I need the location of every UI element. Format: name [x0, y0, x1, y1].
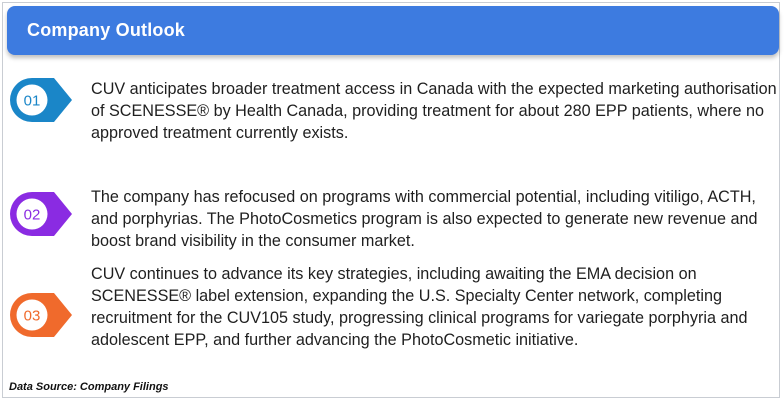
- header-bar: [7, 6, 779, 55]
- header-title: Company Outlook: [27, 20, 186, 40]
- badge-number-2: 02: [23, 206, 41, 224]
- number-badge-2: [6, 188, 78, 240]
- badge-number-3: 03: [23, 307, 41, 325]
- item-text-2: The company has refocused on programs with commercial potential, including vitiligo, ACTH, and porphyrias. The PhotoCosmetics program is also expected to generate new revenue and boost brand visibility in the consumer market.: [91, 188, 758, 250]
- data-source: Data Source: Company Filings: [9, 381, 169, 393]
- number-badge-1: [6, 74, 78, 126]
- item-text-1: CUV anticipates broader treatment access in Canada with the expected marketing authorisation of SCENESSE® by Health Canada, providing treatment for about 280 EPP patients, where no approved treatment currently exists.: [91, 80, 777, 142]
- item-text-3: CUV continues to advance its key strategies, including awaiting the EMA decision on SCENESSE® label extension, expanding the U.S. Specialty Center network, completing recruitment for the CUV105 study, progressing clinical programs for variegate porphyria and adolescent EPP, and further advancing the PhotoCosmetic initiative.: [91, 265, 748, 349]
- number-badge-3: [6, 289, 78, 341]
- badge-number-1: 01: [23, 92, 41, 110]
